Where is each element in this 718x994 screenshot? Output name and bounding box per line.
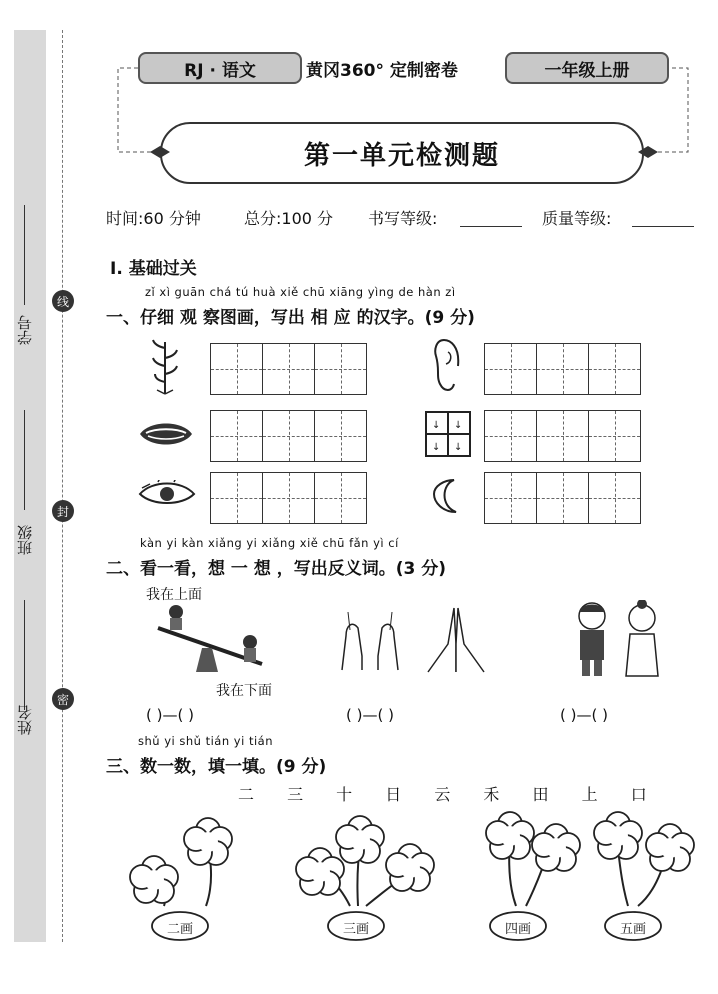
svg-text:↓: ↓ xyxy=(454,420,463,431)
rice-plant-icon xyxy=(145,338,185,396)
moon-icon xyxy=(432,478,466,514)
quality-grade-label: 质量等级: xyxy=(542,209,612,228)
q2-text: 二、看一看，想 一 想 ，写出反义词。(3 分) xyxy=(106,559,447,579)
name-label: 姓名 xyxy=(16,705,34,735)
field-icon xyxy=(424,410,472,458)
time-label: 时间:60 分钟 xyxy=(106,209,201,228)
stroke-label-4: 四画 xyxy=(505,922,532,937)
q1-grid-3[interactable] xyxy=(210,410,367,462)
caption-bottom: 我在下面 xyxy=(216,683,272,699)
q2-pinyin: kàn yi kàn xiǎng yi xiǎng xiě chū fǎn yì cí xyxy=(140,536,399,550)
q3-text: 三、数一数，填一填。(9 分) xyxy=(106,757,327,777)
q1-text: 一、仔细 观 察图画，写出 相 应 的汉字。(9 分) xyxy=(106,308,475,328)
page-title: 第一单元检测题 xyxy=(160,122,644,184)
seesaw-illustration xyxy=(150,600,270,680)
score-label: 总分:100 分 xyxy=(244,209,334,228)
brand-text: 黄冈360° 定制密卷 xyxy=(306,61,458,81)
stroke-label-5: 五画 xyxy=(620,922,647,937)
eye-icon xyxy=(138,480,196,508)
boy-girl-illustration xyxy=(568,600,668,678)
class-label: 班级 xyxy=(16,525,34,555)
q1-pinyin: zǐ xì guān chá tú huà xiě chū xiāng yìng de hàn zì xyxy=(145,285,456,299)
mouth-icon xyxy=(138,418,194,450)
seal-line-mark: 线 xyxy=(52,290,74,312)
grade-pill: 一年级上册 xyxy=(505,52,669,84)
subject-pill: RJ · 语文 xyxy=(138,52,302,84)
q1-grid-4[interactable] xyxy=(484,410,641,462)
hands-together-illustration xyxy=(418,604,494,676)
class-blank[interactable] xyxy=(24,410,25,510)
q1-grid-6[interactable] xyxy=(484,472,641,524)
flower-diagram xyxy=(120,808,700,948)
q3-pinyin: shǔ yi shǔ tián yi tián xyxy=(138,734,273,748)
writing-grade-label: 书写等级: xyxy=(368,209,438,228)
cut-line xyxy=(62,30,63,942)
ear-icon xyxy=(430,336,466,396)
writing-grade-blank[interactable] xyxy=(460,226,522,227)
caption-top: 我在上面 xyxy=(146,587,202,603)
section-title: Ⅰ. 基础过关 xyxy=(110,259,197,279)
svg-text:↓: ↓ xyxy=(454,442,463,453)
svg-text:↓: ↓ xyxy=(432,442,441,453)
stroke-label-3: 三画 xyxy=(343,922,370,937)
q2-blank-2[interactable]: ( )—( ) xyxy=(346,706,394,724)
student-id-label: 学号 xyxy=(16,315,34,345)
student-id-blank[interactable] xyxy=(24,205,25,305)
seal-secret-mark: 密 xyxy=(52,688,74,710)
stroke-label-2: 二画 xyxy=(167,922,194,937)
q1-grid-5[interactable] xyxy=(210,472,367,524)
q3-character-list: 二 三 十 日 云 禾 田 上 口 xyxy=(238,785,661,804)
svg-text:↓: ↓ xyxy=(432,420,441,431)
hands-apart-illustration xyxy=(332,606,408,676)
seal-seal-mark: 封 xyxy=(52,500,74,522)
name-blank[interactable] xyxy=(24,600,25,710)
q1-grid-2[interactable] xyxy=(484,343,641,395)
q2-blank-3[interactable]: ( )—( ) xyxy=(560,706,608,724)
quality-grade-blank[interactable] xyxy=(632,226,694,227)
q1-grid-1[interactable] xyxy=(210,343,367,395)
binding-strip xyxy=(14,30,46,942)
q2-blank-1[interactable]: ( )—( ) xyxy=(146,706,194,724)
